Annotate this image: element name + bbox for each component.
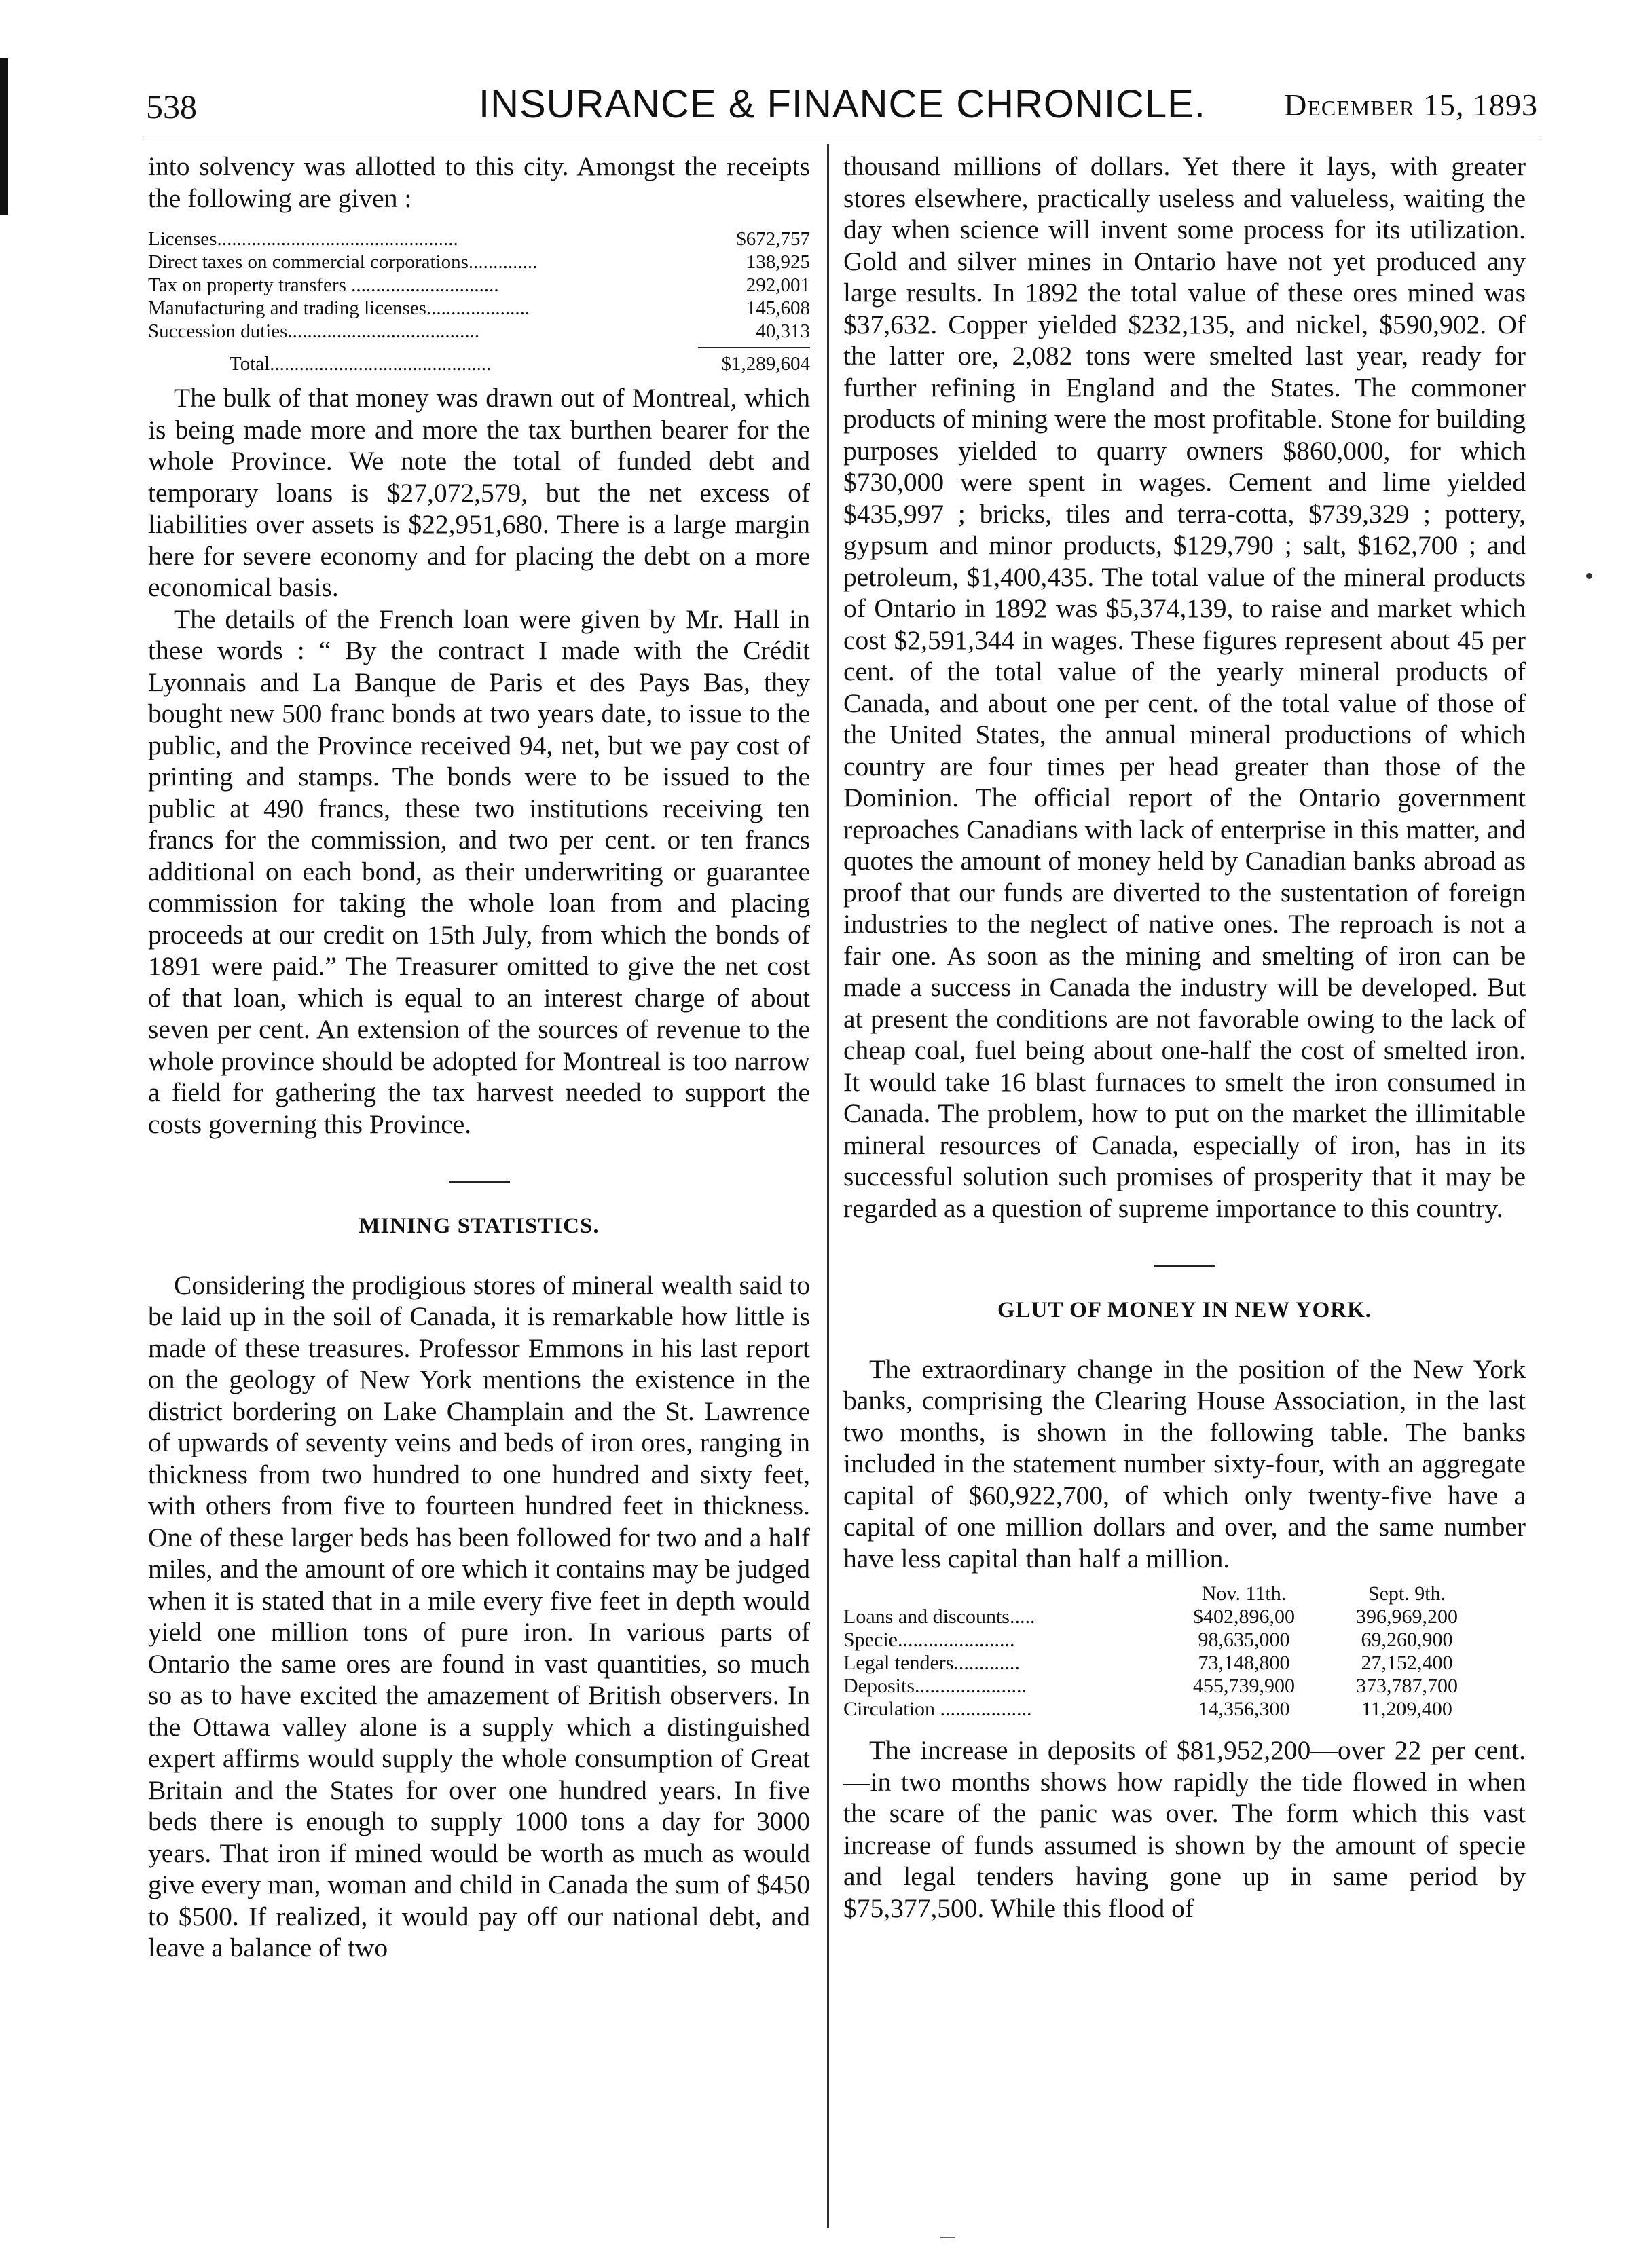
column-header-nov: Nov. 11th. [1201,1582,1287,1605]
total-amount: $1,289,604 [721,353,810,375]
sept-value: 11,209,400 [1361,1698,1452,1720]
page-number: 538 [146,88,197,126]
left-column [148,151,810,1964]
receipt-label: Tax on property transfers .............................. [148,274,499,296]
receipts-total-row [148,352,810,375]
receipt-label: Direct taxes on commercial corporations.............. [148,251,538,273]
bottom-mark [940,2237,955,2238]
sept-value: 396,969,200 [1356,1605,1458,1628]
right-column [843,151,1526,1924]
row-label: Loans and discounts..... [843,1605,1035,1628]
sept-value: 373,787,700 [1356,1675,1458,1697]
section-separator [449,1181,510,1183]
receipt-amount: 145,608 [746,297,810,319]
paragraph-mining-continued: thousand millions of dollars. Yet there it lays, with greater stores elsewhere, practically useless and valueless, waiting the day when science will invent some process for its utilization. Gold and silver mines in Ontario have not yet produced any large results. In 1892 the total value of these ores mined was $37,632. Copper yielded $232,135, and nickel, $590,902. Of the latter ore, 2,082 tons were smelted last year, ready for further refining in England and the States. The commoner products of mining were the most profitable. Stone for building purposes yielded to quarry owners $860,000, for which $730,000 were spent in wages. Cement and lime yielded $435,997 ; bricks, tiles and terra-cotta, $739,329 ; pottery, gypsum and minor products, $129,790 ; salt, $162,700 ; and petroleum, $1,400,435. The total value of the mineral products of Ontario in 1892 was $5,374,139, to raise and market which cost $2,591,344 in wages. These figures represent about 45 per cent. of the total value of the yearly mineral products of Canada, and about one per cent. of the total value of those of the United States, the annual mineral productions of which country are four times per head greater than those of the Dominion. The official report of the Ontario government reproaches Canadians with lack of enterprise in this matter, and quotes the amount of money held by Canadian banks abroad as proof that our funds are diverted to the sustentation of foreign industries to the neglect of native ones. The reproach is not a fair one. As soon as the mining and smelting of iron can be made a success in Canada the industry will be developed. But at present the conditions are not favorable owing to the lack of cheap coal, fuel being about one-half the cost of smelted iron. It would take 16 blast furnaces to smelt the iron consumed in Canada. The problem, how to put on the market the illimitable mineral resources of Canada, especially of iron, has in its successful solution such promises of prosperity that it may be regarded as a question of supreme importance to this country. [843,151,1526,1223]
section-separator [1154,1265,1215,1267]
receipt-label: Manufacturing and trading licenses..................... [148,297,530,319]
receipts-table [148,227,810,375]
receipt-amount: $672,757 [736,228,810,250]
receipt-amount: 40,313 [756,320,810,342]
receipt-amount: 292,001 [746,274,810,296]
nov-value: 98,635,000 [1198,1629,1290,1651]
table-row [843,1675,1526,1698]
paragraph-deposits-increase: The increase in deposits of $81,952,200—over 22 per cent.—in two months shows how rapidly the tide flowed in when the scare of the panic was over. The form which this vast increase of funds assumed is shown by the amount of specie and legal tenders having gone up in same period by $75,377,500. While this flood of [843,1735,1526,1923]
paragraph-french-loan: The details of the French loan were given by Mr. Hall in these words : “ By the contract I made with the Crédit Lyonnais and La Banque de Paris et des Pays Bas, they bought new 500 franc bonds at two years date, to issue to the public, and the Province received 94, net, but we pay cost of printing and stamps. The bonds were to be issued to the public at 490 francs, these two institutions receiving ten francs for the commission, and two per cent. or ten francs additional on each bond, as their underwriting or guarantee commission for taking the whole loan from and placing proceeds at our credit on 15th July, from which the bonds of 1891 were paid.” The Treasurer omitted to give the net cost of that loan, which is equal to an interest charge of about seven per cent. An extension of the sources of revenue to the whole province should be adopted for Montreal is too narrow a field for gathering the tax harvest needed to support the costs governing this Province. [148,603,810,1139]
nov-value: 455,739,900 [1193,1675,1295,1697]
bank-statement-table [843,1582,1526,1721]
receipt-row [148,274,810,297]
table-row [843,1652,1526,1675]
row-label: Specie....................... [843,1629,1015,1651]
table-row [843,1629,1526,1652]
sept-value: 27,152,400 [1361,1652,1453,1674]
receipt-row [148,297,810,320]
column-divider [827,144,829,2228]
mining-statistics-heading: MINING STATISTICS. [359,1214,600,1238]
receipt-label: Succession duties....................................... [148,320,480,342]
nov-value: $402,896,00 [1193,1605,1295,1628]
nov-value: 14,356,300 [1198,1698,1290,1720]
left-edge-bar [0,58,8,215]
total-rule [698,347,810,348]
receipt-amount: 138,925 [746,251,810,273]
column-header-sept: Sept. 9th. [1368,1582,1446,1605]
issue-date: December 15, 1893 [1284,88,1538,122]
stray-ink-dot [1586,573,1592,579]
row-label: Deposits...................... [843,1675,1027,1697]
header-rule [146,136,1538,138]
table-header-row [843,1582,1526,1605]
receipt-row [148,250,810,274]
journal-title: INSURANCE & FINANCE CHRONICLE. [479,82,1206,126]
table-row [843,1605,1526,1629]
nov-value: 73,148,800 [1198,1652,1290,1674]
page-header [146,81,1538,136]
receipt-label: Licenses................................................. [148,228,458,250]
paragraph-new-york-banks: The extraordinary change in the position of the New York banks, comprising the Clearing House Association, in the last two months, is shown in the following table. The banks included in the statement number sixty-four, with an aggregate capital of $60,922,700, of which only twenty-five have a capital of one million dollars and over, and the same number have less capital than half a million. [843,1354,1526,1574]
table-row [843,1698,1526,1721]
total-label: Total............................................. [230,353,492,375]
sept-value: 69,260,900 [1361,1629,1453,1651]
row-label: Circulation .................. [843,1698,1032,1720]
paragraph-mining: Considering the prodigious stores of mineral wealth said to be laid up in the soil of Canada, it is remarkable how little is made of these treasures. Professor Emmons in his last report on the geology of New York mentions the existence in the district bordering on Lake Champlain and the St. Lawrence of upwards of seventy veins and beds of iron ores, ranging in thickness from two hundred to one hundred and sixty feet, with others from five to fourteen hundred feet in thickness. One of these larger beds has been followed for two and a half miles, and the amount of ore which it contains may be judged when it is stated that in a mile every five feet in depth would yield one million tons of pure iron. In various parts of Ontario the same ores are found in vast quantities, so much so as to have excited the amazement of British observers. In the Ottawa valley alone is a supply which a distinguished expert affirms would supply the whole consumption of Great Britain and the States for over one hundred years. In five beds there is enough to supply 1000 tons a day for 3000 years. That iron if mined would be worth as much as would give every man, woman and child in Canada the sum of $450 to $500. If realized, it would pay off our national debt, and leave a balance of two [148,1269,810,1963]
paragraph-montreal-tax: The bulk of that money was drawn out of Montreal, which is being made more and more the tax burthen bearer for the whole Province. We note the total of funded debt and temporary loans is $27,072,579, but the net excess of liabilities over assets is $22,951,680. There is a large margin here for severe economy and for placing the debt on a more economical basis. [148,383,810,602]
receipt-row [148,320,810,343]
intro-paragraph: into solvency was allotted to this city. Amongst the receipts the following are given : [148,151,810,213]
receipt-row [148,227,810,250]
row-label: Legal tenders............. [843,1652,1020,1674]
glut-of-money-heading: GLUT OF MONEY IN NEW YORK. [997,1298,1372,1322]
